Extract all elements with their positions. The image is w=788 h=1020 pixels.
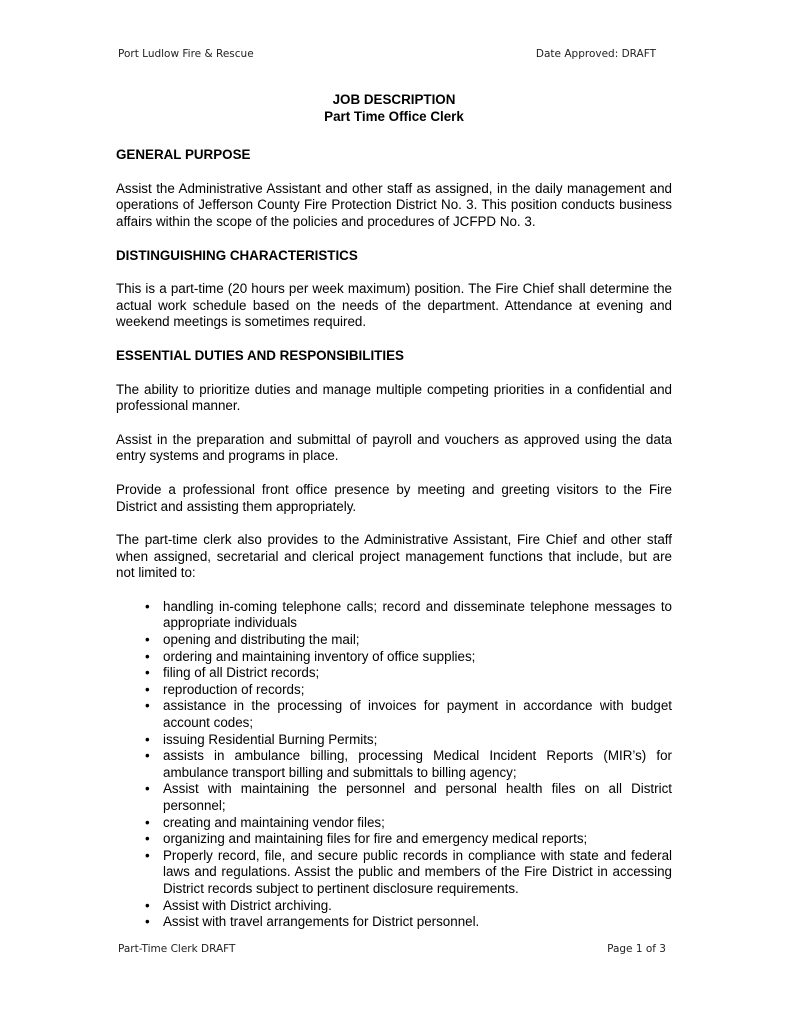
- list-item: • Properly record, file, and secure public records in compliance with state and federal laws and regulations. Assist the public and members of the Fire District in accessing District records subject to pertinent disclosure requirements.: [163, 848, 672, 898]
- heading-general-purpose: GENERAL PURPOSE: [116, 147, 251, 163]
- distinguishing-text: This is a part-time (20 hours per week maximum) position. The Fire Chief shall determine the actual work schedule based on the needs of the department. Attendance at evening and weekend meetings is sometimes required.: [116, 281, 672, 330]
- list-item: • Assist with District archiving.: [163, 898, 672, 915]
- header-organization: Port Ludlow Fire & Rescue: [118, 48, 254, 60]
- list-item: • opening and distributing the mail;: [163, 632, 672, 649]
- list-item: • organizing and maintaining files for fire and emergency medical reports;: [163, 831, 672, 848]
- page-header: [118, 48, 670, 60]
- list-item: • filing of all District records;: [163, 665, 672, 682]
- heading-essential-duties: ESSENTIAL DUTIES AND RESPONSIBILITIES: [116, 347, 404, 363]
- list-item: • creating and maintaining vendor files;: [163, 815, 672, 832]
- list-item: • assistance in the processing of invoices for payment in accordance with budget account codes;: [163, 698, 672, 731]
- heading-distinguishing-characteristics: DISTINGUISHING CHARACTERISTICS: [116, 247, 358, 263]
- duties-paragraph: The part-time clerk also provides to the Administrative Assistant, Fire Chief and other staff when assigned, secretarial and clerical project management functions that include, but are not limited to:: [116, 532, 672, 581]
- document-title: [116, 92, 672, 125]
- list-item: • ordering and maintaining inventory of office supplies;: [163, 649, 672, 666]
- list-item: • reproduction of records;: [163, 682, 672, 699]
- general-purpose-text: Assist the Administrative Assistant and other staff as assigned, in the daily management and operations of Jefferson County Fire Protection District No. 3. This position conducts business affairs within the scope of the policies and procedures of JCFPD No. 3.: [116, 180, 672, 229]
- footer-page-number: Page 1 of 3: [607, 943, 666, 955]
- list-item: • Assist with maintaining the personnel and personal health files on all District personnel;: [163, 781, 672, 814]
- list-item: • assists in ambulance billing, processing Medical Incident Reports (MIR’s) for ambulance transport billing and submittals to billing agency;: [163, 748, 672, 781]
- duties-bullet-list: [116, 599, 672, 931]
- list-item: • Assist with travel arrangements for District personnel.: [163, 914, 672, 931]
- duties-paragraph: The ability to prioritize duties and manage multiple competing priorities in a confidential and professional manner.: [116, 381, 672, 414]
- title-line-2: Part Time Office Clerk: [324, 108, 464, 124]
- list-item: • issuing Residential Burning Permits;: [163, 732, 672, 749]
- header-date-approved: Date Approved: DRAFT: [535, 48, 656, 60]
- duties-paragraph: Assist in the preparation and submittal of payroll and vouchers as approved using the data entry systems and programs in place.: [116, 431, 672, 464]
- document-body: [116, 92, 672, 931]
- page-footer: [118, 943, 670, 955]
- duties-paragraph: Provide a professional front office presence by meeting and greeting visitors to the Fire District and assisting them appropriately.: [116, 481, 672, 514]
- list-item: • handling in-coming telephone calls; record and disseminate telephone messages to appropriate individuals: [163, 599, 672, 632]
- title-line-1: JOB DESCRIPTION: [332, 92, 456, 107]
- footer-document-name: Part-Time Clerk DRAFT: [118, 943, 236, 955]
